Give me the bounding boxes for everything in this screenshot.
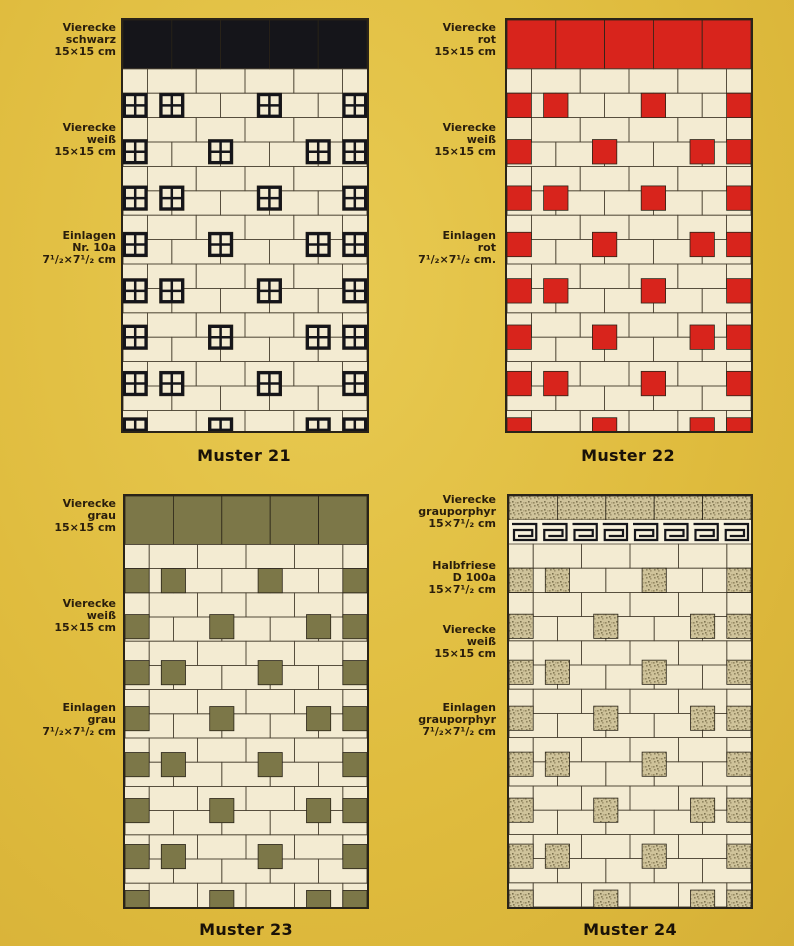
insert-tile (509, 568, 533, 592)
label-field-tiles (10, 598, 116, 634)
insert-tile (307, 799, 331, 823)
label-inserts (10, 702, 116, 738)
insert-tile (343, 707, 367, 731)
insert-tile (727, 140, 751, 164)
tile-svg (125, 496, 367, 907)
insert-tile (545, 660, 569, 684)
label-line: 7¹/₂×7¹/₂ cm (422, 725, 496, 738)
label-line: Einlagen (442, 701, 496, 714)
tile-layout (507, 494, 753, 909)
label-line: Vierecke (442, 493, 496, 506)
insert-tile (690, 418, 714, 431)
border-tile (605, 20, 654, 69)
label-line: Vierecke (62, 497, 116, 510)
label-line: 7¹/₂×7¹/₂ cm (42, 253, 116, 266)
insert-tile (642, 752, 666, 776)
insert-tile (343, 569, 367, 593)
insert-tile (727, 93, 751, 117)
insert-tile (125, 799, 149, 823)
label-inserts (390, 230, 496, 266)
border-tile (172, 20, 221, 69)
border-tile (702, 20, 751, 69)
pattern-title: Muster 22 (581, 446, 675, 465)
border-tile (269, 20, 318, 69)
insert-tile (507, 232, 531, 256)
insert-tile (641, 279, 665, 303)
label-line: 7¹/₂×7¹/₂ cm (42, 725, 116, 738)
insert-tile (727, 371, 751, 395)
pattern-title: Muster 23 (199, 920, 293, 939)
insert-tile (125, 661, 149, 685)
label-field-tiles (390, 624, 496, 660)
tile-svg (507, 20, 751, 431)
insert-tile (727, 186, 751, 210)
label-line: rot (477, 241, 496, 254)
border-tile (557, 496, 605, 520)
insert-tile (509, 844, 533, 868)
insert-tile (343, 844, 367, 868)
label-line: D 100a (452, 571, 496, 584)
insert-tile (545, 844, 569, 868)
insert-tile (641, 371, 665, 395)
insert-tile (210, 707, 234, 731)
insert-tile (307, 890, 331, 907)
label-line: 15×15 cm (54, 145, 116, 158)
insert-tile (509, 706, 533, 730)
insert-tile (594, 890, 618, 907)
label-line: Einlagen (442, 229, 496, 242)
label-frieze (390, 560, 496, 596)
border-tile (653, 20, 702, 69)
label-line: grauporphyr (418, 713, 496, 726)
tile-svg (123, 20, 367, 431)
border-tile (318, 20, 367, 69)
label-line: Einlagen (62, 701, 116, 714)
insert-tile (592, 140, 616, 164)
insert-tile (691, 706, 715, 730)
label-border-tiles (390, 22, 496, 58)
insert-tile (307, 707, 331, 731)
label-line: 15×7¹/₂ cm (428, 583, 496, 596)
insert-tile (727, 798, 751, 822)
label-line: Vierecke (442, 121, 496, 134)
pattern-title: Muster 24 (583, 920, 677, 939)
label-line: weiß (466, 133, 496, 146)
label-line: Einlagen (62, 229, 116, 242)
label-line: Halbfriese (432, 559, 496, 572)
label-line: 15×7¹/₂ cm (428, 517, 496, 530)
label-line: 15×15 cm (54, 621, 116, 634)
insert-tile (594, 798, 618, 822)
insert-tile (507, 325, 531, 349)
tile-svg (509, 496, 751, 907)
border-tile (222, 496, 270, 544)
insert-tile (594, 614, 618, 638)
tile-layout (505, 18, 753, 433)
insert-tile (125, 707, 149, 731)
label-line: grau (87, 509, 116, 522)
insert-tile (307, 615, 331, 639)
label-line: Nr. 10a (72, 241, 116, 254)
label-border-tiles (10, 22, 116, 58)
border-tile (270, 496, 318, 544)
insert-tile (210, 615, 234, 639)
insert-tile (343, 799, 367, 823)
insert-tile (727, 752, 751, 776)
insert-tile (509, 614, 533, 638)
insert-tile (125, 890, 149, 907)
border-tile (507, 20, 556, 69)
border-tile (703, 496, 751, 520)
label-inserts (10, 230, 116, 266)
insert-tile (592, 418, 616, 431)
label-border-tiles (10, 498, 116, 534)
insert-tile (161, 569, 185, 593)
label-line: Vierecke (62, 121, 116, 134)
border-tile (123, 20, 172, 69)
insert-tile (642, 844, 666, 868)
insert-tile (507, 186, 531, 210)
label-line: schwarz (65, 33, 116, 46)
insert-tile (641, 93, 665, 117)
label-line: rot (477, 33, 496, 46)
insert-tile (727, 844, 751, 868)
insert-tile (727, 614, 751, 638)
insert-tile (125, 569, 149, 593)
insert-tile (210, 799, 234, 823)
insert-tile (690, 140, 714, 164)
insert-tile (507, 371, 531, 395)
insert-tile (343, 661, 367, 685)
insert-tile (594, 706, 618, 730)
label-line: 15×15 cm (434, 45, 496, 58)
insert-tile (592, 325, 616, 349)
insert-tile (544, 93, 568, 117)
insert-tile (727, 325, 751, 349)
label-line: Vierecke (62, 21, 116, 34)
insert-tile (125, 753, 149, 777)
insert-tile (544, 371, 568, 395)
label-line: Vierecke (62, 597, 116, 610)
label-line: 15×15 cm (434, 647, 496, 660)
label-field-tiles (10, 122, 116, 158)
insert-tile (545, 752, 569, 776)
insert-tile (509, 660, 533, 684)
label-line: 15×15 cm (54, 45, 116, 58)
insert-tile (727, 890, 751, 907)
insert-tile (343, 753, 367, 777)
pattern-title: Muster 21 (197, 446, 291, 465)
insert-tile (641, 186, 665, 210)
border-tile (319, 496, 367, 544)
insert-tile (509, 890, 533, 907)
insert-tile (691, 614, 715, 638)
border-tile (654, 496, 702, 520)
label-line: weiß (86, 133, 116, 146)
tile-layout (121, 18, 369, 433)
insert-tile (642, 660, 666, 684)
insert-tile (690, 325, 714, 349)
insert-tile (125, 615, 149, 639)
label-line: 15×15 cm (434, 145, 496, 158)
label-field-tiles (390, 122, 496, 158)
border-tile (606, 496, 654, 520)
insert-tile (691, 798, 715, 822)
label-border-tiles (390, 494, 496, 530)
insert-tile (509, 752, 533, 776)
insert-tile (161, 844, 185, 868)
label-line: weiß (86, 609, 116, 622)
insert-tile (258, 569, 282, 593)
insert-tile (727, 706, 751, 730)
label-line: 15×15 cm (54, 521, 116, 534)
insert-tile (642, 568, 666, 592)
insert-tile (258, 661, 282, 685)
border-tile (556, 20, 605, 69)
insert-tile (544, 186, 568, 210)
tile-layout (123, 494, 369, 909)
border-tile (173, 496, 221, 544)
insert-tile (544, 279, 568, 303)
border-tile (509, 496, 557, 520)
insert-tile (727, 418, 751, 431)
insert-tile (343, 615, 367, 639)
insert-tile (727, 660, 751, 684)
label-line: grau (87, 713, 116, 726)
insert-tile (727, 232, 751, 256)
label-inserts (390, 702, 496, 738)
border-tile (221, 20, 270, 69)
insert-tile (125, 844, 149, 868)
insert-tile (258, 844, 282, 868)
label-line: weiß (466, 635, 496, 648)
label-line: grauporphyr (418, 505, 496, 518)
insert-tile (727, 568, 751, 592)
insert-tile (690, 232, 714, 256)
insert-tile (507, 418, 531, 431)
insert-tile (210, 890, 234, 907)
insert-tile (509, 798, 533, 822)
insert-tile (727, 279, 751, 303)
insert-tile (507, 279, 531, 303)
border-tile (125, 496, 173, 544)
insert-tile (592, 232, 616, 256)
label-line: 7¹/₂×7¹/₂ cm. (418, 253, 496, 266)
insert-tile (343, 890, 367, 907)
insert-tile (507, 140, 531, 164)
insert-tile (161, 661, 185, 685)
insert-tile (161, 753, 185, 777)
insert-tile (258, 753, 282, 777)
insert-tile (545, 568, 569, 592)
label-line: Vierecke (442, 21, 496, 34)
label-line: Vierecke (442, 623, 496, 636)
insert-tile (691, 890, 715, 907)
insert-tile (507, 93, 531, 117)
